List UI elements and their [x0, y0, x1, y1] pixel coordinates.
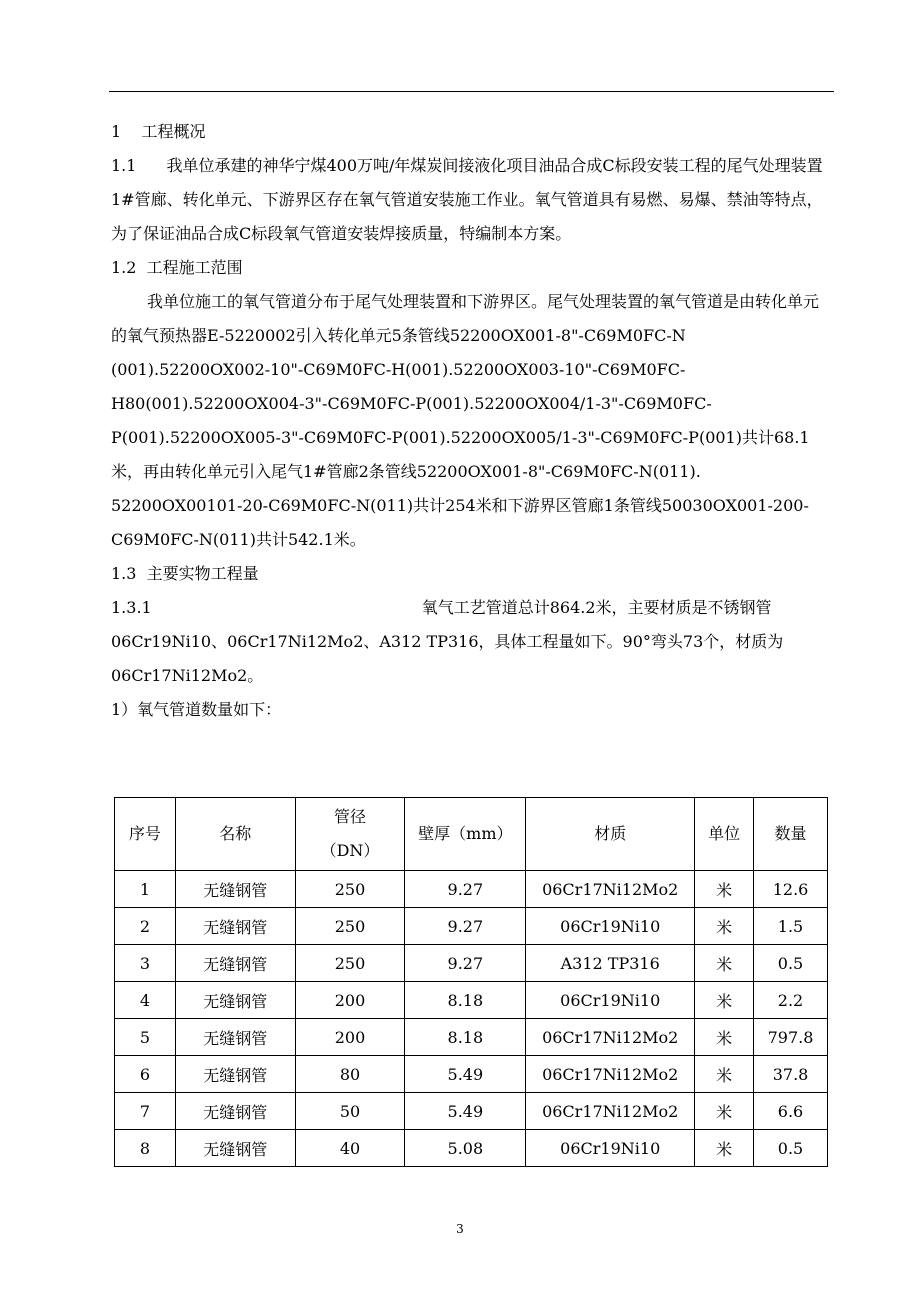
table-row — [115, 1130, 828, 1167]
table-caption: 1）氧气管道数量如下： — [111, 700, 282, 719]
table-row — [115, 1019, 828, 1056]
cell-seq: 8 — [115, 1130, 176, 1167]
cell-material: 06Cr17Ni12Mo2 — [526, 1093, 695, 1130]
section-1-heading: 1 工程概况 — [111, 122, 206, 141]
cell-dn: 200 — [295, 982, 405, 1019]
cell-wall: 5.08 — [405, 1130, 526, 1167]
section-1-3-1-number: 1.3.1 — [111, 598, 152, 617]
cell-dn: 250 — [295, 945, 405, 982]
document-body — [111, 115, 833, 727]
section-1-3-1-text: 氧气工艺管道总计864.2米，主要材质是不锈钢管06Cr19Ni10、06Cr17Ni12Mo2、A312 TP316，具体工程量如下。90°弯头73个，材质为06Cr17Ni12Mo2。 — [111, 598, 784, 685]
table-row — [115, 1056, 828, 1093]
cell-wall: 5.49 — [405, 1056, 526, 1093]
header-rule — [109, 91, 834, 92]
section-1-3-1-paragraph — [111, 591, 833, 693]
cell-unit: 米 — [695, 1093, 754, 1130]
table-row — [115, 871, 828, 908]
cell-unit: 米 — [695, 871, 754, 908]
pipe-quantity-table — [114, 797, 828, 1167]
cell-dn: 250 — [295, 908, 405, 945]
cell-qty: 1.5 — [754, 908, 828, 945]
cell-qty: 12.6 — [754, 871, 828, 908]
header-diameter — [295, 798, 405, 871]
table-row — [115, 982, 828, 1019]
cell-name: 无缝钢管 — [175, 945, 295, 982]
cell-name: 无缝钢管 — [175, 908, 295, 945]
header-unit: 单位 — [695, 798, 754, 871]
cell-unit: 米 — [695, 908, 754, 945]
cell-seq: 2 — [115, 908, 176, 945]
cell-dn: 80 — [295, 1056, 405, 1093]
cell-seq: 7 — [115, 1093, 176, 1130]
section-1-2-paragraph: 我单位施工的氧气管道分布于尾气处理装置和下游界区。尾气处理装置的氧气管道是由转化单元的氧气预热器E-5220002引入转化单元5条管线52200OX001-8"-C69M0FC-N (001).52200OX002-10"-C69M0FC-H(001).52200OX003-10"-C69M0FC-H80(001).52200OX004-3"-C69M0FC-P(001).52200OX004/1-3"-C69M0FC-P(001).52200OX005-3"-C69M0FC-P(001).52200OX005/1-3"-C69M0FC-P(001)共计68.1米，再由转化单元引入尾气1#管廊2条管线52200OX001-8"-C69M0FC-N(011). 52200OX00101-20-C69M0FC-N(011)共计254米和下游界区管廊1条管线50030OX001-200-C69M0FC-N(011)共计542.1米。 — [111, 292, 820, 549]
section-1-1-paragraph — [111, 149, 833, 251]
cell-seq: 1 — [115, 871, 176, 908]
cell-material: 06Cr19Ni10 — [526, 982, 695, 1019]
cell-wall: 8.18 — [405, 1019, 526, 1056]
cell-seq: 5 — [115, 1019, 176, 1056]
cell-seq: 4 — [115, 982, 176, 1019]
header-qty: 数量 — [754, 798, 828, 871]
cell-name: 无缝钢管 — [175, 1019, 295, 1056]
header-material: 材质 — [526, 798, 695, 871]
page-number: 3 — [456, 1222, 464, 1236]
section-1-1-text: 我单位承建的神华宁煤400万吨/年煤炭间接液化项目油品合成C标段安装工程的尾气处理装置1#管廊、转化单元、下游界区存在氧气管道安装施工作业。氧气管道具有易燃、易爆、禁油等特点，为了保证油品合成C标段氧气管道安装焊接质量，特编制本方案。 — [111, 156, 823, 243]
section-1-1-number: 1.1 — [111, 156, 137, 175]
cell-name: 无缝钢管 — [175, 1093, 295, 1130]
cell-name: 无缝钢管 — [175, 1130, 295, 1167]
cell-dn: 50 — [295, 1093, 405, 1130]
cell-material: A312 TP316 — [526, 945, 695, 982]
cell-wall: 5.49 — [405, 1093, 526, 1130]
cell-seq: 3 — [115, 945, 176, 982]
cell-unit: 米 — [695, 1130, 754, 1167]
cell-wall: 8.18 — [405, 982, 526, 1019]
cell-qty: 2.2 — [754, 982, 828, 1019]
table-row — [115, 1093, 828, 1130]
cell-material: 06Cr17Ni12Mo2 — [526, 1056, 695, 1093]
cell-qty: 6.6 — [754, 1093, 828, 1130]
cell-unit: 米 — [695, 1056, 754, 1093]
section-1-2-heading: 1.2 工程施工范围 — [111, 258, 243, 277]
header-seq: 序号 — [115, 798, 176, 871]
cell-unit: 米 — [695, 1019, 754, 1056]
table-header-row — [115, 798, 828, 871]
table-row — [115, 945, 828, 982]
cell-unit: 米 — [695, 945, 754, 982]
cell-name: 无缝钢管 — [175, 1056, 295, 1093]
header-wall: 壁厚（mm） — [405, 798, 526, 871]
cell-dn: 200 — [295, 1019, 405, 1056]
header-name: 名称 — [175, 798, 295, 871]
cell-seq: 6 — [115, 1056, 176, 1093]
section-1-3-heading: 1.3 主要实物工程量 — [111, 564, 259, 583]
cell-wall: 9.27 — [405, 908, 526, 945]
cell-wall: 9.27 — [405, 945, 526, 982]
cell-qty: 37.8 — [754, 1056, 828, 1093]
cell-wall: 9.27 — [405, 871, 526, 908]
cell-material: 06Cr17Ni12Mo2 — [526, 1019, 695, 1056]
cell-unit: 米 — [695, 982, 754, 1019]
table-row — [115, 908, 828, 945]
cell-dn: 40 — [295, 1130, 405, 1167]
cell-material: 06Cr19Ni10 — [526, 908, 695, 945]
header-diameter-line1: 管径 — [333, 807, 366, 826]
cell-qty: 0.5 — [754, 1130, 828, 1167]
cell-qty: 797.8 — [754, 1019, 828, 1056]
cell-material: 06Cr19Ni10 — [526, 1130, 695, 1167]
header-diameter-line2: （DN） — [320, 841, 380, 860]
cell-name: 无缝钢管 — [175, 871, 295, 908]
cell-qty: 0.5 — [754, 945, 828, 982]
cell-dn: 250 — [295, 871, 405, 908]
cell-material: 06Cr17Ni12Mo2 — [526, 871, 695, 908]
cell-name: 无缝钢管 — [175, 982, 295, 1019]
